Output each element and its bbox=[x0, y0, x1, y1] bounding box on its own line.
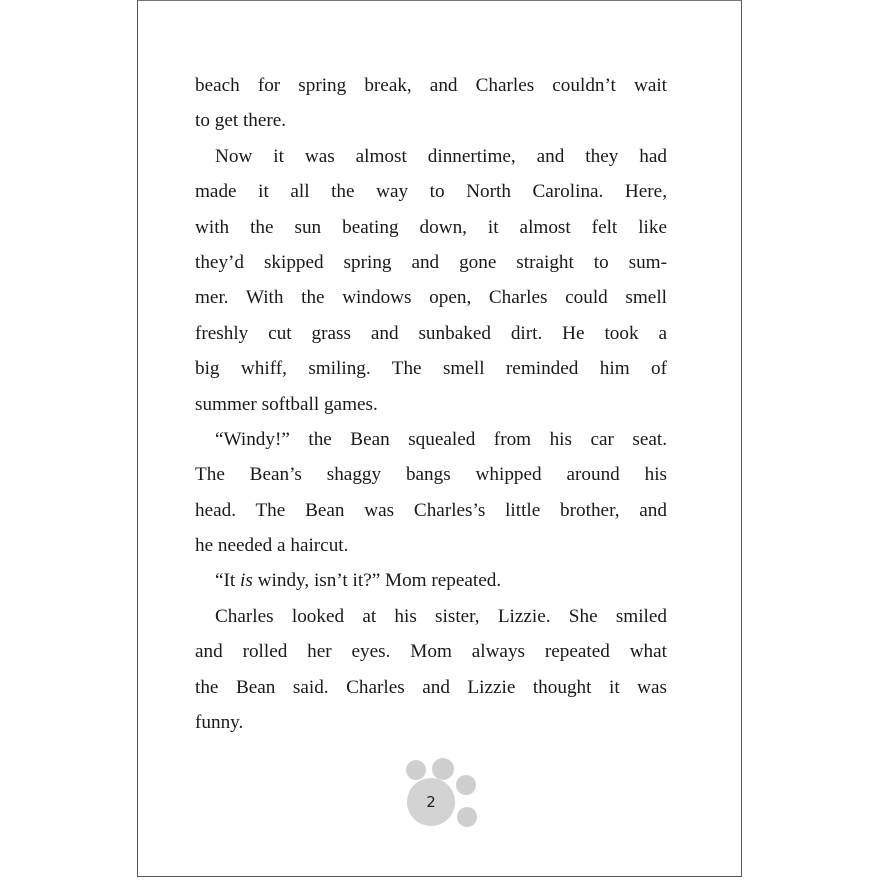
paw-print-icon bbox=[405, 758, 483, 836]
text-segment: windy, isn’t it?” Mom repeated. bbox=[252, 570, 502, 592]
paw-toe bbox=[432, 758, 454, 780]
page-body-text bbox=[195, 68, 667, 740]
text-line: Charles looked at his sister, Lizzie. She smiled bbox=[215, 605, 667, 627]
text-line: he needed a haircut. bbox=[195, 535, 349, 557]
text-line: “Windy!” the Bean squealed from his car seat. bbox=[215, 428, 667, 450]
text-line: to get there. bbox=[195, 110, 287, 132]
paw-toe bbox=[457, 807, 477, 827]
text-line: The Bean’s shaggy bangs whipped around his bbox=[195, 464, 667, 486]
text-line: freshly cut grass and sunbaked dirt. He took a bbox=[195, 322, 667, 344]
text-line: made it all the way to North Carolina. Here, bbox=[195, 181, 667, 203]
text-line: Now it was almost dinnertime, and they had bbox=[215, 145, 667, 167]
text-line: and rolled her eyes. Mom always repeated what bbox=[195, 641, 667, 663]
page-number: 2 bbox=[426, 793, 436, 811]
text-line: summer softball games. bbox=[195, 393, 378, 415]
text-line: the Bean said. Charles and Lizzie thought it was bbox=[195, 676, 667, 698]
text-line: beach for spring break, and Charles couldn’t wait bbox=[195, 75, 667, 96]
text-line: they’d skipped spring and gone straight to sum- bbox=[195, 251, 667, 273]
paw-toe bbox=[406, 760, 426, 780]
emphasized-word: is bbox=[240, 570, 253, 592]
text-line: big whiff, smiling. The smell reminded him of bbox=[195, 358, 667, 380]
text-segment: “It bbox=[215, 570, 241, 592]
text-line bbox=[195, 563, 667, 598]
text-line: funny. bbox=[195, 712, 244, 734]
text-line: head. The Bean was Charles’s little brother, and bbox=[195, 499, 667, 521]
paw-toe bbox=[456, 775, 476, 795]
text-line: with the sun beating down, it almost felt like bbox=[195, 216, 667, 238]
text-line: mer. With the windows open, Charles could smell bbox=[195, 287, 667, 309]
